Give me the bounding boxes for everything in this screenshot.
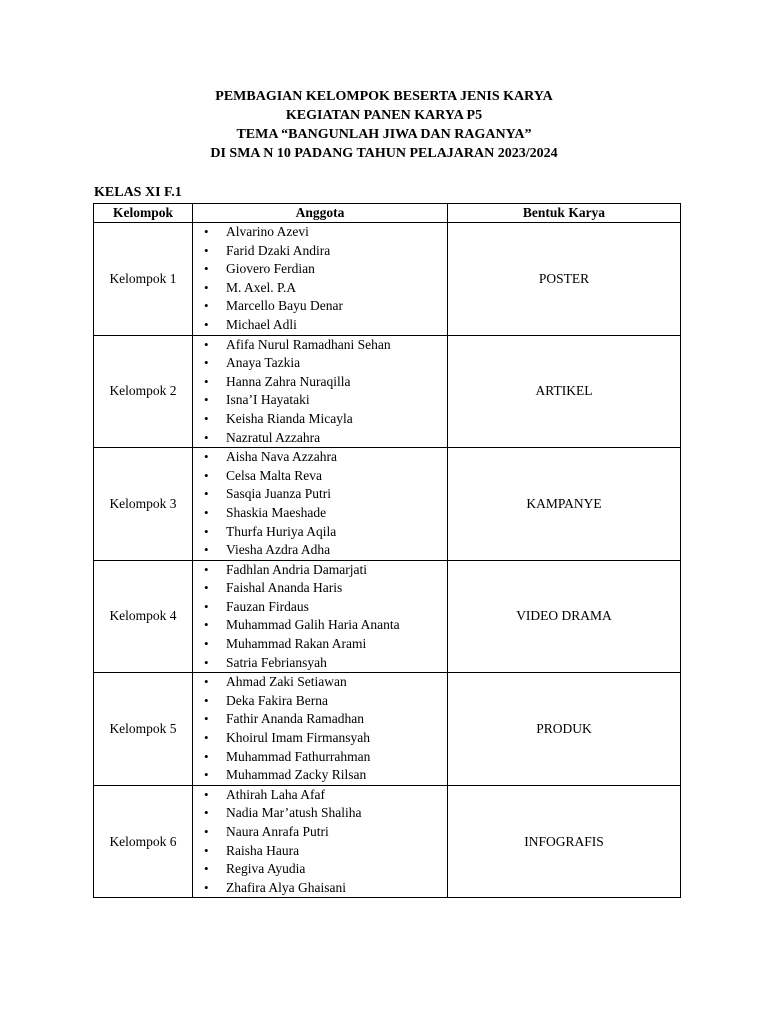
group-karya: KAMPANYE [448,448,681,561]
list-item: • Nazratul Azzahra [193,429,447,448]
list-item: • Fauzan Firdaus [193,598,447,617]
group-members [193,223,448,336]
group-name: Kelompok 1 [94,223,193,336]
group-table [93,203,681,898]
table-header-row [94,204,681,223]
title-line-4: DI SMA N 10 PADANG TAHUN PELAJARAN 2023/2024 [210,146,558,161]
group-name: Kelompok 2 [94,335,193,448]
list-item: • Viesha Azdra Adha [193,541,447,560]
list-item: • Sasqia Juanza Putri [193,485,447,504]
list-item: • Michael Adli [193,316,447,335]
table-row [94,223,681,336]
list-item: • Zhafira Alya Ghaisani [193,879,447,898]
list-item: • Deka Fakira Berna [193,692,447,711]
list-item: • Athirah Laha Afaf [193,786,447,805]
list-item: • Marcello Bayu Denar [193,297,447,316]
title-line-2: KEGIATAN PANEN KARYA P5 [285,108,483,123]
member-list [193,673,447,785]
group-name: Kelompok 5 [94,673,193,786]
group-karya: PRODUK [448,673,681,786]
member-list [193,448,447,560]
list-item: • Fadhlan Andria Damarjati [193,561,447,580]
group-members [193,448,448,561]
group-karya: ARTIKEL [448,335,681,448]
table-row [94,335,681,448]
list-item: • Ahmad Zaki Setiawan [193,673,447,692]
title-line-3: TEMA “BANGUNLAH JIWA DAN RAGANYA” [236,127,532,142]
list-item: • Celsa Malta Reva [193,467,447,486]
list-item: • Isna’I Hayataki [193,391,447,410]
member-list [193,223,447,335]
title-line-1: PEMBAGIAN KELOMPOK BESERTA JENIS KARYA [215,89,553,104]
list-item: • Nadia Mar’atush Shaliha [193,804,447,823]
list-item: • Farid Dzaki Andira [193,242,447,261]
table-row [94,673,681,786]
list-item: • Muhammad Zacky Rilsan [193,766,447,785]
list-item: • Regiva Ayudia [193,860,447,879]
group-name: Kelompok 3 [94,448,193,561]
list-item: • Naura Anrafa Putri [193,823,447,842]
header-bentuk-karya: Bentuk Karya [448,204,681,223]
list-item: • Khoirul Imam Firmansyah [193,729,447,748]
list-item: • Thurfa Huriya Aqila [193,523,447,542]
list-item: • Anaya Tazkia [193,354,447,373]
list-item: • Afifa Nurul Ramadhani Sehan [193,336,447,355]
list-item: • Raisha Haura [193,842,447,861]
list-item: • Keisha Rianda Micayla [193,410,447,429]
list-item: • Aisha Nava Azzahra [193,448,447,467]
table-row [94,785,681,898]
group-karya: INFOGRAFIS [448,785,681,898]
member-list [193,786,447,898]
list-item: • Hanna Zahra Nuraqilla [193,373,447,392]
table-row [94,448,681,561]
member-list [193,336,447,448]
group-members [193,335,448,448]
list-item: • Muhammad Fathurrahman [193,748,447,767]
list-item: • Satria Febriansyah [193,654,447,673]
list-item: • Faishal Ananda Haris [193,579,447,598]
group-karya: POSTER [448,223,681,336]
group-members [193,673,448,786]
member-list [193,561,447,673]
class-label: KELAS XI F.1 [94,185,182,200]
table-body [94,223,681,898]
list-item: • M. Axel. P.A [193,279,447,298]
header-kelompok: Kelompok [94,204,193,223]
table-row [94,560,681,673]
document-title [0,87,768,163]
list-item: • Shaskia Maeshade [193,504,447,523]
group-name: Kelompok 4 [94,560,193,673]
group-members [193,560,448,673]
list-item: • Muhammad Rakan Arami [193,635,447,654]
list-item: • Alvarino Azevi [193,223,447,242]
group-name: Kelompok 6 [94,785,193,898]
header-anggota: Anggota [193,204,448,223]
list-item: • Giovero Ferdian [193,260,447,279]
list-item: • Fathir Ananda Ramadhan [193,710,447,729]
group-karya: VIDEO DRAMA [448,560,681,673]
group-members [193,785,448,898]
list-item: • Muhammad Galih Haria Ananta [193,616,447,635]
